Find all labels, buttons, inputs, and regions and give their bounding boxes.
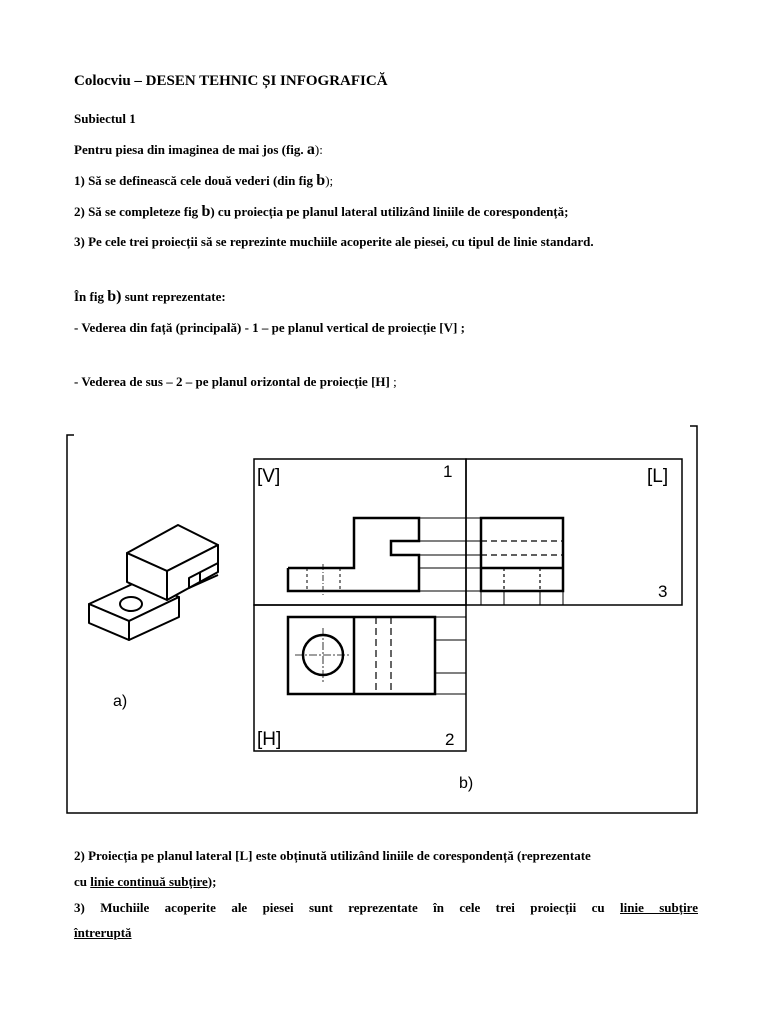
intro-text: Pentru piesa din imaginea de mai jos (fig. [74, 142, 307, 157]
panel-v [254, 459, 466, 605]
side-view-hidden [481, 541, 563, 591]
note-2-cu: cu [74, 874, 91, 889]
title-prefix: Colocviu – [74, 73, 146, 89]
plane-v-label: [V] [257, 466, 281, 487]
title-main: DESEN TEHNIC ȘI INFOGRAFICĂ [145, 73, 388, 89]
task-1-fig: b [316, 172, 326, 189]
top-view-hidden [376, 617, 391, 694]
task-2-end: ) cu proiecția pe planul lateral utilizând liniile de corespondență; [210, 204, 569, 219]
answer-intro-fig: b) [107, 288, 122, 305]
plane-l-label: [L] [647, 466, 669, 487]
task-1-end: ); [325, 173, 334, 188]
top-view-projection-lines [435, 617, 466, 694]
side-view-projection-lines [481, 591, 563, 605]
plane-h-label: [H] [257, 729, 282, 750]
note-2 [74, 843, 698, 895]
front-view [288, 518, 419, 591]
view-number-1: 1 [443, 462, 453, 481]
note-2-linetype: linie continuă subțire [90, 874, 208, 889]
view-1-text: - Vederea din față (principală) - 1 – pe planul vertical de proiecție [V] [74, 320, 458, 335]
figure-label-b: b) [459, 775, 474, 792]
note-2-text: 2) Proiecția pe planul lateral [L] este obținută utilizând liniile de corespondență (reprezentate [74, 848, 591, 863]
projection-panels [254, 459, 682, 751]
isometric-part [89, 525, 218, 640]
task-1-text: 1) Să se definească cele două vederi (din fig [74, 173, 317, 188]
task-2-fig: b [201, 203, 211, 220]
view-2-end: ; [389, 374, 397, 389]
intro-end: ): [314, 142, 323, 157]
top-view [288, 617, 435, 694]
note-3 [74, 895, 698, 921]
intro-fig: a [306, 141, 315, 158]
answer-intro-end: sunt reprezentate: [121, 289, 226, 304]
figure-label-a: a) [113, 693, 128, 710]
note-3-linetype-1: linie subțire [620, 900, 698, 915]
note-2-end: ); [207, 874, 217, 889]
note-3-cont [74, 925, 132, 941]
front-view-thin [419, 518, 481, 591]
view-number-3: 3 [658, 582, 668, 601]
view-number-2: 2 [445, 730, 455, 749]
task-3-text: 3) Pe cele trei proiecții să se reprezinte muchiile acoperite ale piesei, cu tipul de linie standard. [74, 234, 594, 249]
panel-labels [257, 466, 668, 750]
view-2-text: - Vederea de sus – 2 – pe planul orizontal de proiecție [H] [74, 374, 390, 389]
view-1-end: ; [457, 320, 465, 335]
answer-intro-text: În fig [74, 289, 108, 304]
front-view-hidden [307, 568, 340, 591]
task-2-text: 2) Să se completeze fig [74, 204, 202, 219]
subject-label: Subiectul 1 [74, 111, 136, 126]
note-3-text: 3) Muchiile acoperite ale piesei sunt reprezentate în cele trei proiecții cu [74, 900, 621, 915]
note-3-linetype-2: întreruptă [74, 925, 132, 940]
